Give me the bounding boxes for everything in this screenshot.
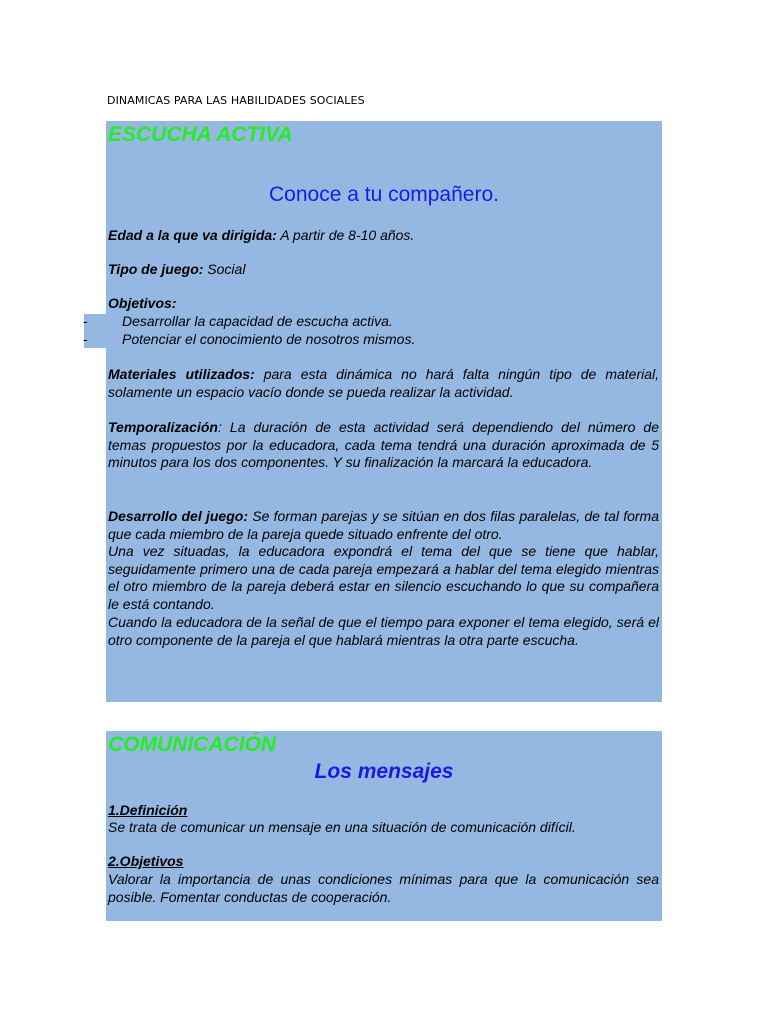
objectives-label: Objetivos: — [108, 295, 177, 311]
development-paragraph-3: Cuando la educadora de la señal de que el tiempo para exponer el tema elegido, será el otro componente de la pareja el que hablará mientras la otra parte escucha. — [108, 614, 659, 648]
definition-label: 1.Definición — [108, 802, 188, 818]
activity-title: Los mensajes — [314, 760, 454, 783]
materials-paragraph — [108, 366, 659, 401]
objectives-heading — [108, 853, 659, 871]
development-text-1: Se forman parejas y se sitúan en dos filas paralelas, de tal forma que cada miembro de la pareja quede situado enfrente del otro. — [108, 508, 660, 542]
materials-label: Materiales utilizados: — [108, 366, 255, 382]
activity-title: Conoce a tu compañero. — [269, 183, 499, 206]
game-type-line — [108, 261, 659, 279]
section-title: ESCUCHA ACTIVA — [108, 123, 293, 146]
bullet-dash: - — [83, 313, 88, 329]
materials-value: para esta dinámica no hará falta ningún tipo de material, solamente un espacio vacío donde se pueda realizar la actividad. — [108, 366, 659, 400]
escucha-activa-section — [83, 121, 662, 702]
section-title: COMUNICACIÓN — [108, 733, 276, 756]
game-type-value: Social — [203, 261, 246, 277]
comunicacion-section — [106, 731, 662, 921]
age-label: Edad a la que va dirigida: — [108, 227, 277, 243]
objectives-label: 2.Objetivos — [108, 853, 184, 869]
timing-paragraph — [108, 419, 659, 472]
definition-heading — [108, 802, 659, 820]
timing-label: Temporalización — [108, 419, 218, 435]
document-heading: DINAMICAS PARA LAS HABILIDADES SOCIALES — [107, 94, 365, 107]
age-line — [108, 227, 659, 245]
objective-text: Potenciar el conocimiento de nosotros mismos. — [122, 331, 416, 347]
game-type-label: Tipo de juego: — [108, 261, 204, 277]
bullet-dash: - — [83, 331, 88, 347]
age-value: A partir de 8-10 años. — [276, 227, 415, 243]
objectives-text: Valorar la importancia de unas condiciones mínimas para que la comunicación sea posible. Fomentar conductas de cooperación. — [108, 871, 659, 905]
objectives-heading — [108, 295, 659, 313]
development-label: Desarrollo del juego: — [108, 508, 248, 524]
definition-text: Se trata de comunicar un mensaje en una situación de comunicación difícil. — [108, 819, 576, 835]
development-paragraph-2: Una vez situadas, la educadora expondrá el tema del que se tiene que hablar, seguidamente primero una de cada pareja empezará a hablar del tema elegido mientras el otro miembro de la pareja deberá estar en silencio escuchando lo que su compañera le está contando. — [108, 543, 659, 612]
development-paragraph-1 — [108, 508, 659, 543]
objective-text: Desarrollar la capacidad de escucha activa. — [122, 313, 393, 329]
timing-value: : La duración de esta actividad será dependiendo del número de temas propuestos por la educadora, cada tema tendrá una duración aproximada de 5 minutos para los dos componentes. Y su finalización la marcará la educadora. — [108, 419, 659, 470]
